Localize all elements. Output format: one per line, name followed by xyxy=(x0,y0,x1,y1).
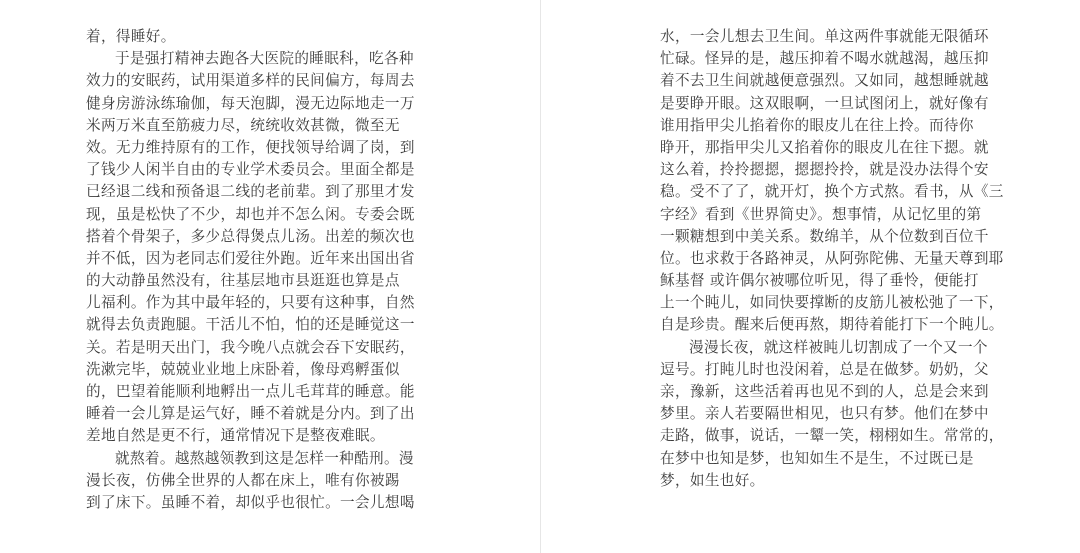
text-line: 睡着一会儿算是运气好，睡不着就是分内。到了出 xyxy=(86,405,415,423)
text-line: 稳。受不了了，就开灯，换个方式熬。看书，从《三 xyxy=(660,183,1004,201)
text-line: 谁用指甲尖儿掐着你的眼皮儿在往上拎。而待你 xyxy=(660,116,974,134)
text-line: 搭着个骨架子，多少总得煲点儿汤。出差的频次也 xyxy=(86,227,415,245)
paragraph-start-line: 漫漫长夜，就这样被盹儿切割成了一个又一个 xyxy=(689,338,988,356)
text-line: 着，得睡好。 xyxy=(86,28,176,45)
text-line: 已经退二线和预备退二线的老前辈。到了那里才发 xyxy=(86,183,415,201)
text-line: 忙碌。怪异的是，越压抑着不喝水就越渴，越压抑 xyxy=(660,50,989,68)
text-line: 的大动静虽然没有，往基层地市县逛逛也算是点 xyxy=(86,272,400,290)
text-line: 并不低，因为老同志们爱往外跑。近年来出国出省 xyxy=(86,249,415,267)
text-line: 这么着，拎拎摁摁，摁摁拎拎，就是没办法得个安 xyxy=(660,161,989,179)
text-line: 儿福利。作为其中最年轻的，只要有这种事，自然 xyxy=(86,294,415,312)
text-line: 米两万米直至筋疲力尽，统统收效甚微，微至无 xyxy=(86,116,400,134)
text-line: 的，巴望着能顺利地孵出一点儿毛茸茸的睡意。能 xyxy=(86,383,415,400)
text-line: 就得去负责跑腿。干活儿不怕，怕的还是睡觉这一 xyxy=(86,316,415,334)
text-line: 一颗糖想到中美关系。数绵羊，从个位数到百位千 xyxy=(660,227,989,245)
right-page xyxy=(541,0,1080,553)
text-line: 效力的安眠药，试用渠道多样的民间偏方，每周去 xyxy=(86,72,415,90)
text-line: 逗号。打盹儿时也没闲着，总是在做梦。奶奶，父 xyxy=(660,360,989,378)
text-line: 位。也求救于各路神灵，从阿弥陀佛、无量天尊到耶 xyxy=(660,249,1004,267)
text-line: 健身房游泳练瑜伽，每天泡脚，漫无边际地走一万 xyxy=(86,94,415,112)
text-line: 水，一会儿想去卫生间。单这两件事就能无限循环 xyxy=(660,28,989,45)
text-line: 走路，做事，说话，一颦一笑，栩栩如生。常常的， xyxy=(660,427,1004,445)
paragraph-start-line: 就熬着。越熬越领教到这是怎样一种酷刑。漫 xyxy=(115,449,414,467)
text-line: 关。若是明天出门，我今晚八点就会吞下安眠药， xyxy=(86,338,415,356)
text-line: 字经》看到《世界简史》。想事情，从记忆里的第 xyxy=(660,205,982,223)
text-line: 在梦中也知是梦，也知如生不是生，不过既已是 xyxy=(660,449,974,467)
text-line: 睁开，那指甲尖儿又掐着你的眼皮儿在往下摁。就 xyxy=(660,138,989,156)
text-line: 到了床下。虽睡不着，却似乎也很忙。一会儿想喝 xyxy=(86,493,415,511)
text-line: 自是珍贵。醒来后便再熬，期待着能打下一个盹儿。 xyxy=(660,316,1004,334)
paragraph-start-line: 于是强打精神去跑各大医院的睡眠科，吃各种 xyxy=(115,50,414,68)
text-line: 稣基督 或许偶尔被哪位听见，得了垂怜，便能打 xyxy=(660,272,979,290)
text-line: 漫长夜，仿佛全世界的人都在床上，唯有你被踢 xyxy=(86,471,400,489)
text-line: 着不去卫生间就越便意强烈。又如同，越想睡就越 xyxy=(660,72,989,90)
text-line: 差地自然是更不行，通常情况下是整夜难眠。 xyxy=(86,427,385,445)
text-line: 是要睁开眼。这双眼啊，一旦试图闭上，就好像有 xyxy=(660,94,989,112)
text-line: 梦里。亲人若要隔世相见，也只有梦。他们在梦中 xyxy=(660,405,989,423)
text-line: 梦，如生也好。 xyxy=(660,471,765,489)
text-line: 现，虽是松快了不少，却也并不怎么闲。专委会既 xyxy=(86,205,415,223)
text-line: 上一个盹儿，如同快要撑断的皮筋儿被松弛了一下， xyxy=(660,294,1004,312)
text-line: 亲，豫新，这些活着再也见不到的人，总是会来到 xyxy=(660,383,989,400)
text-line: 了钱少人闲半自由的专业学术委员会。里面全都是 xyxy=(86,161,415,179)
text-line: 洗漱完毕，兢兢业业地上床卧着，像母鸡孵蛋似 xyxy=(86,360,400,378)
text-line: 效。无力维持原有的工作，便找领导给调了岗，到 xyxy=(86,138,415,156)
